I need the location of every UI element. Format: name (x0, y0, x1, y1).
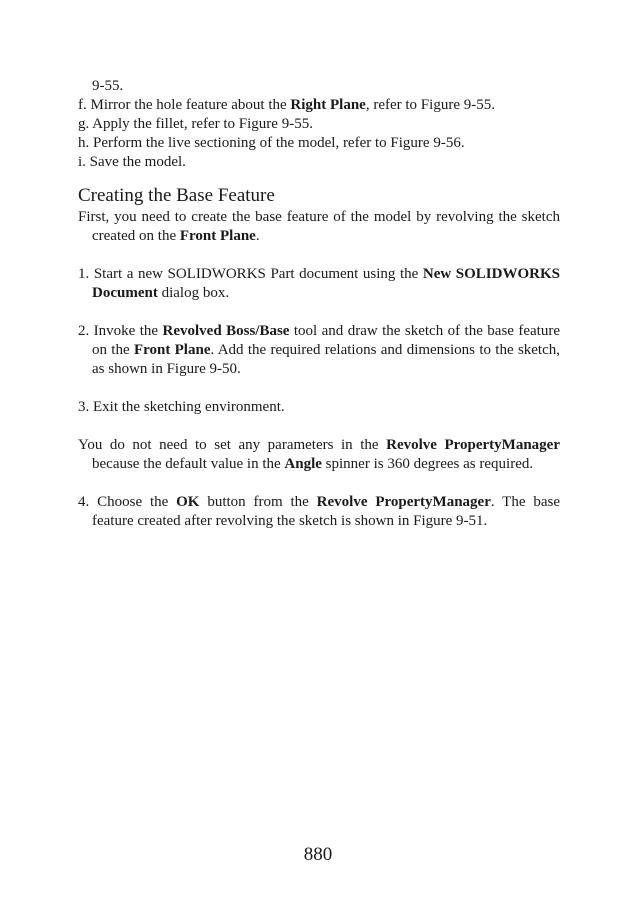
step-f (78, 96, 560, 115)
step-4-text-mid: button from the (199, 494, 317, 510)
step-f-text: f. Mirror the hole feature about the (78, 97, 291, 113)
step-g: g. Apply the fillet, refer to Figure 9-55. (78, 116, 313, 132)
section-intro-bold: Front Plane (179, 228, 256, 244)
step-f-bold: Right Plane (290, 97, 366, 113)
step-2-text: 2. Invoke the (78, 323, 163, 339)
spacer (78, 379, 560, 398)
note-text-mid: because the default value in the (92, 456, 285, 472)
spacer (78, 246, 560, 265)
spacer (78, 417, 560, 436)
note-bold-2: Angle (284, 456, 322, 472)
section-heading: Creating the Base Feature (78, 185, 275, 206)
step-1-text-end: dialog box. (157, 285, 230, 301)
note-text-end: spinner is 360 degrees as required. (321, 456, 534, 472)
section-intro-text-end: . (255, 228, 260, 244)
step-1-bold: New SOLIDWORKS Document (92, 266, 560, 301)
step-1 (78, 265, 560, 303)
note-bold: Revolve PropertyManager (386, 437, 560, 453)
continued-line: 9-55. (92, 78, 124, 94)
spacer (78, 474, 560, 493)
step-2-text-end: . Add the required relations and dimensions to the sketch, as shown in Figure 9-50. (92, 342, 561, 377)
step-4 (78, 493, 560, 531)
section-intro (78, 208, 560, 246)
note-paragraph (78, 436, 560, 474)
note-text: You do not need to set any parameters in the (78, 437, 387, 453)
step-4-bold-2: Revolve PropertyManager (316, 494, 491, 510)
step-2-bold: Revolved Boss/Base (162, 323, 290, 339)
step-3: 3. Exit the sketching environment. (78, 399, 285, 415)
section-intro-text: First, you need to create the base feature of the model by revolving the sketch created on the (78, 209, 560, 244)
step-f-text-end: , refer to Figure 9-55. (365, 97, 495, 113)
step-2 (78, 322, 560, 379)
step-2-bold-2: Front Plane (133, 342, 211, 358)
step-1-text: 1. Start a new SOLIDWORKS Part document using the (78, 266, 423, 282)
step-i: i. Save the model. (78, 154, 186, 170)
step-4-text-end: . The base feature created after revolving the sketch is shown in Figure 9-51. (92, 494, 561, 529)
step-4-bold: OK (176, 494, 200, 510)
step-2-text-mid: tool and draw the sketch of the base feature on the (92, 323, 560, 358)
page-number: 880 (303, 844, 333, 865)
step-h: h. Perform the live sectioning of the model, refer to Figure 9-56. (78, 135, 465, 151)
step-4-text: 4. Choose the (78, 494, 177, 510)
page-content (78, 77, 560, 531)
spacer (78, 303, 560, 322)
